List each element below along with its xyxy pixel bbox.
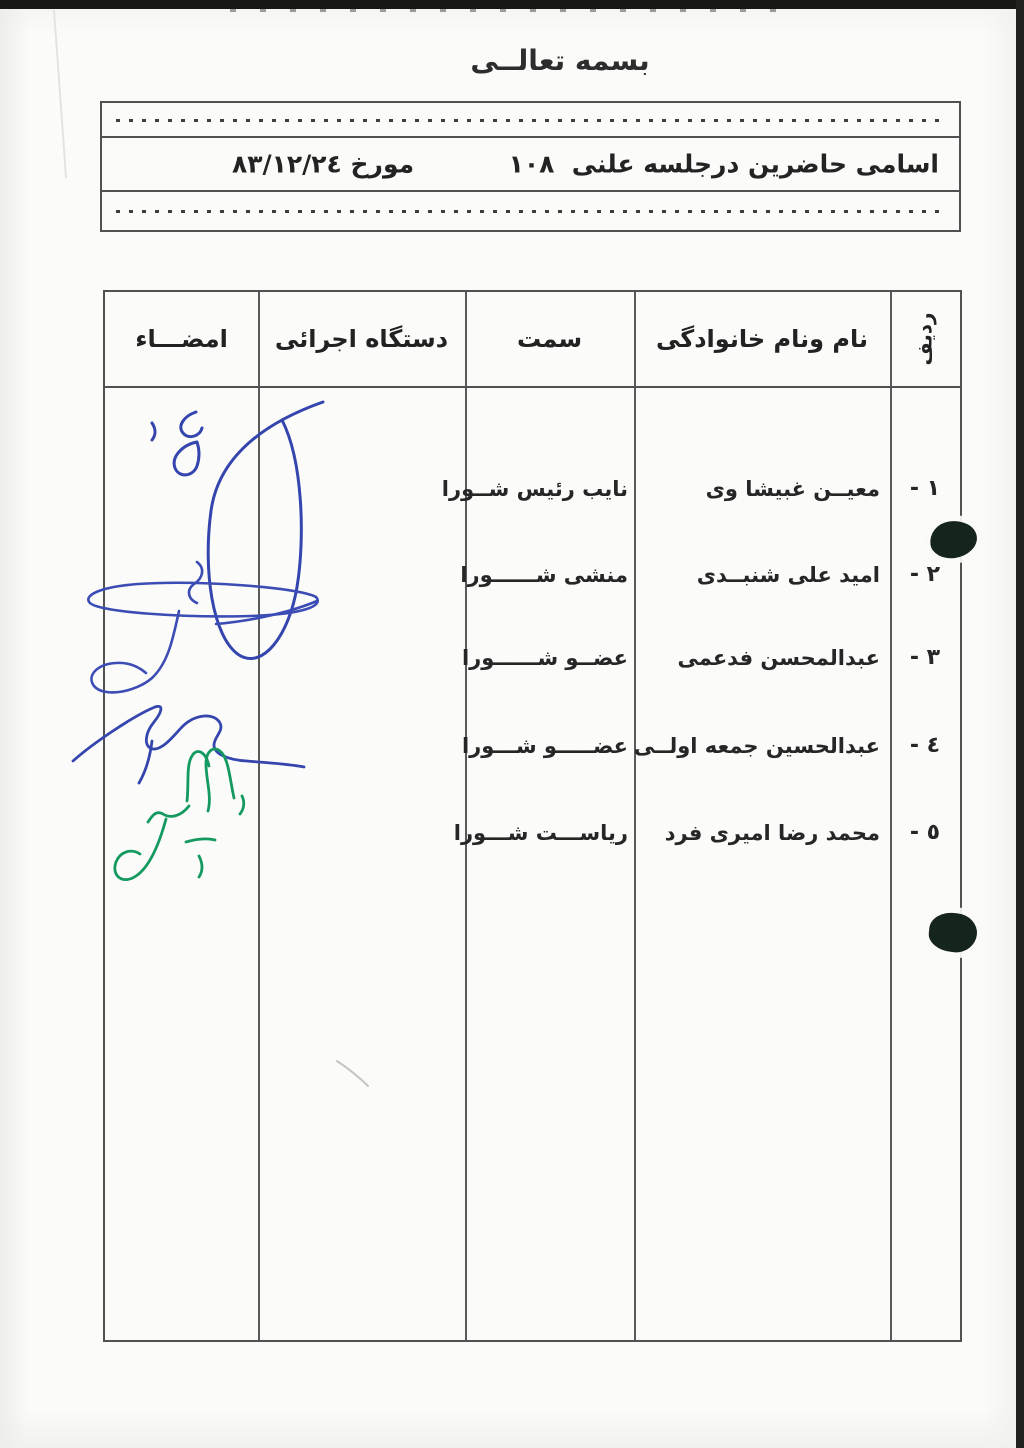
dotted-line xyxy=(116,210,945,213)
column-divider xyxy=(890,292,892,1340)
cell-position: ریاســـت شـــورا xyxy=(453,821,628,845)
cell-row-number: ۱ - xyxy=(909,476,941,501)
dotted-band-top xyxy=(102,103,959,138)
cell-position: عضــو شــــــورا xyxy=(461,646,628,670)
column-header-radif xyxy=(890,292,960,386)
cell-name: امید علی شنبــدی xyxy=(696,563,880,587)
document-title: اسامی حاضرین درجلسه علنی ۱۰۸ xyxy=(508,149,939,179)
column-header-name: نام ونام خانوادگی xyxy=(656,325,869,353)
scan-edge-top xyxy=(0,0,1024,9)
column-divider xyxy=(634,292,636,1340)
title-box xyxy=(100,101,961,232)
cell-row-number: ٥ - xyxy=(909,820,941,845)
table-row xyxy=(105,473,960,505)
attendance-table xyxy=(103,290,962,1342)
document-date: مورخ ۸۳/۱۲/۲٤ xyxy=(232,149,415,179)
cell-name: معیــن غبیشا وی xyxy=(705,477,880,501)
dotted-line xyxy=(116,119,945,122)
column-header-position: سمت xyxy=(516,325,583,353)
cell-row-number: ۲ - xyxy=(909,562,941,587)
table-row xyxy=(105,817,960,849)
column-divider xyxy=(465,292,467,1340)
title-band xyxy=(102,138,959,192)
table-row xyxy=(105,730,960,762)
cell-position: عضـــــو شـــورا xyxy=(461,734,628,758)
cell-name: عبدالحسین جمعه اولــی xyxy=(633,734,880,758)
table-row xyxy=(105,559,960,591)
dotted-band-bottom xyxy=(102,192,959,230)
header-separator xyxy=(105,386,960,388)
column-header-signature: امضـــاء xyxy=(135,325,228,353)
paper-corner-line xyxy=(54,10,66,178)
bismillah-heading: بسمه تعالــی xyxy=(470,44,650,77)
cell-position: نایب رئیس شــورا xyxy=(441,477,628,501)
cell-name: محمد رضا امیری فرد xyxy=(664,821,880,845)
cell-row-number: ۳ - xyxy=(909,645,941,670)
scan-edge-right xyxy=(1016,0,1024,1448)
cell-name: عبدالمحسن فدعمی xyxy=(677,646,880,670)
radif-rotated-label: ردیف xyxy=(913,312,938,366)
cell-row-number: ٤ - xyxy=(909,733,941,758)
table-row xyxy=(105,642,960,674)
column-header-agency: دستگاه اجرائی xyxy=(274,325,449,353)
column-divider xyxy=(258,292,260,1340)
cell-position: منشی شــــــورا xyxy=(460,563,628,587)
